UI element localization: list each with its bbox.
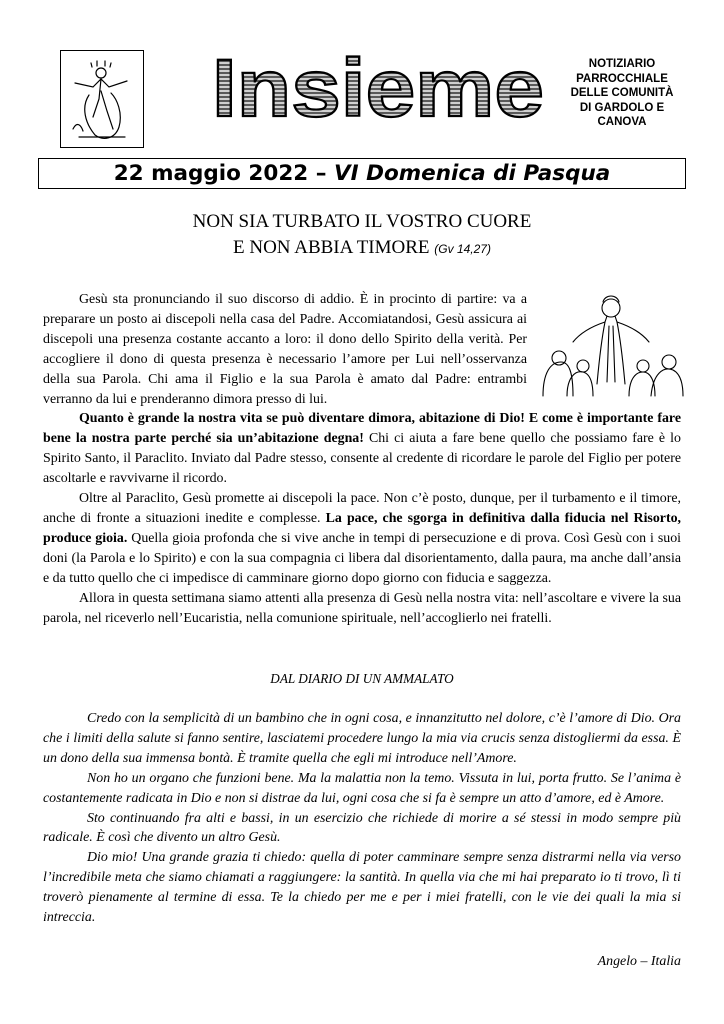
issue-date: 22 maggio 2022 –: [113, 161, 327, 186]
diary-title: DAL DIARIO DI UN AMMALATO: [270, 671, 454, 686]
diary-body: [43, 709, 681, 928]
paragraph-text: Oltre al Paraclito, Gesù promette ai discepoli la pace. Non c’è posto, dunque, per il turbamento e il timore, anche di fronte a situazioni inedite e complesse.: [43, 491, 681, 526]
article-paragraph: Allora in questa settimana siamo attenti alla presenza di Gesù nella nostra vita: nell’ascoltare e vivere la sua parola, nel riceverlo nell’Eucaristia, nella comunione spirituale, nell’accoglierlo nei fratelli.: [43, 590, 681, 626]
diary-signature: Angelo – Italia: [597, 954, 681, 969]
date-banner: [38, 158, 686, 189]
diary-paragraph: Credo con la semplicità di un bambino che in ogni cosa, e innanzitutto nel dolore, c’è l’amore di Dio. Ora che i limiti della salute si fanno sentire, lasciatemi procedere lungo la mia via crucis senza distogliermi da essa. È un dono della sua immensa bontà. È tramite quella che egli mi introduce nell’Amore.: [43, 711, 681, 766]
diary-paragraph: Dio mio! Una grande grazia ti chiedo: quella di poter camminare sempre senza distrarmi nella via verso l’incredibile meta che siamo chiamati a raggiungere: la santità. In quella via che mi hai preparato io ti trovo, lì ti troverò pienamente al termine di essa. Te la chiedo per me e per i miei fratelli, con le vie dei quali la mia si intreccia.: [43, 850, 681, 926]
article-paragraph: [43, 409, 681, 489]
subtitle-line: PARROCCHIALE: [576, 72, 668, 85]
paragraph-text: Quella gioia profonda che si vive anche in tempi di persecuzione e di prova. Così Gesù con i suoi doni (la Parola e lo Spirito) e con la sua compagnia ci libera dal disorientamento, dalla paura, ma anche dall’ansia e da tutto quello che ci impedisce di camminare giorno dopo giorno con fiducia e saggezza.: [43, 530, 681, 586]
liturgical-occasion: VI Domenica di Pasqua: [334, 161, 611, 186]
subtitle-line: NOTIZIARIO: [588, 58, 656, 70]
parish-logo: [60, 50, 144, 148]
subtitle-line: CANOVA: [597, 116, 647, 129]
masthead-logo: [208, 48, 548, 128]
resurrection-sketch-icon: [61, 51, 143, 147]
article-body: [43, 290, 681, 628]
subtitle-line: DI GARDOLO E: [579, 101, 665, 114]
gospel-reference: (Gv 14,27): [434, 242, 491, 256]
headline-text: E NON ABBIA TIMORE: [233, 237, 430, 258]
masthead-title: Insieme: [212, 48, 544, 128]
highlighted-sentence: Quanto è grande la nostra vita se può diventare dimora, abitazione di Dio! E come è importante fare bene la nostra parte perché sia un’abitazione degna!: [43, 411, 681, 447]
article-headline-line2: [0, 236, 724, 261]
paragraph-text: Chi ci aiuta a fare bene quello che possiamo fare è lo Spirito Santo, il Paraclito. Inviato dal Padre stesso, consente al credente di ricordare le parole del Figlio per potere ascoltarle e ravvivarne il ricordo.: [43, 431, 681, 487]
subtitle-line: DELLE COMUNITÀ: [570, 87, 674, 100]
diary-paragraph: Non ho un organo che funzioni bene. Ma la malattia non la temo. Vissuta in lui, porta frutto. Se l’anima è costantemente radicata in Dio e non si distrae da lui, ogni cosa che si fa è sempre un atto d’amore, ed è Amore.: [43, 770, 681, 806]
diary-paragraph: Sto continuando fra alti e bassi, in un esercizio che richiede di morire a sé stessi in modo sempre più radicale. È così che divento un altro Gesù.: [43, 810, 681, 846]
article-headline-line1: NON SIA TURBATO IL VOSTRO CUORE: [192, 211, 532, 232]
article-paragraph: [43, 489, 681, 589]
newsletter-subtitle: [556, 57, 688, 130]
article-paragraph: Gesù sta pronunciando il suo discorso di addio. È in procinto di partire: va a preparare un posto ai discepoli nella casa del Padre. Accomiatandosi, Gesù assicura ai discepoli una presenza costante accanto a loro: il dono dello Spirito della verità. Per accogliere il dono di questa presenza è necessario l’amore per Lui nell’osservanza della sua Parola. Chi ama il Figlio e la sua Parola è amato dal Padre: entrambi verranno da lui e prenderanno dimora presso di lui.: [43, 292, 527, 407]
highlighted-sentence: La pace, che sgorga in definitiva dalla fiducia nel Risorto, produce gioia.: [43, 510, 681, 546]
